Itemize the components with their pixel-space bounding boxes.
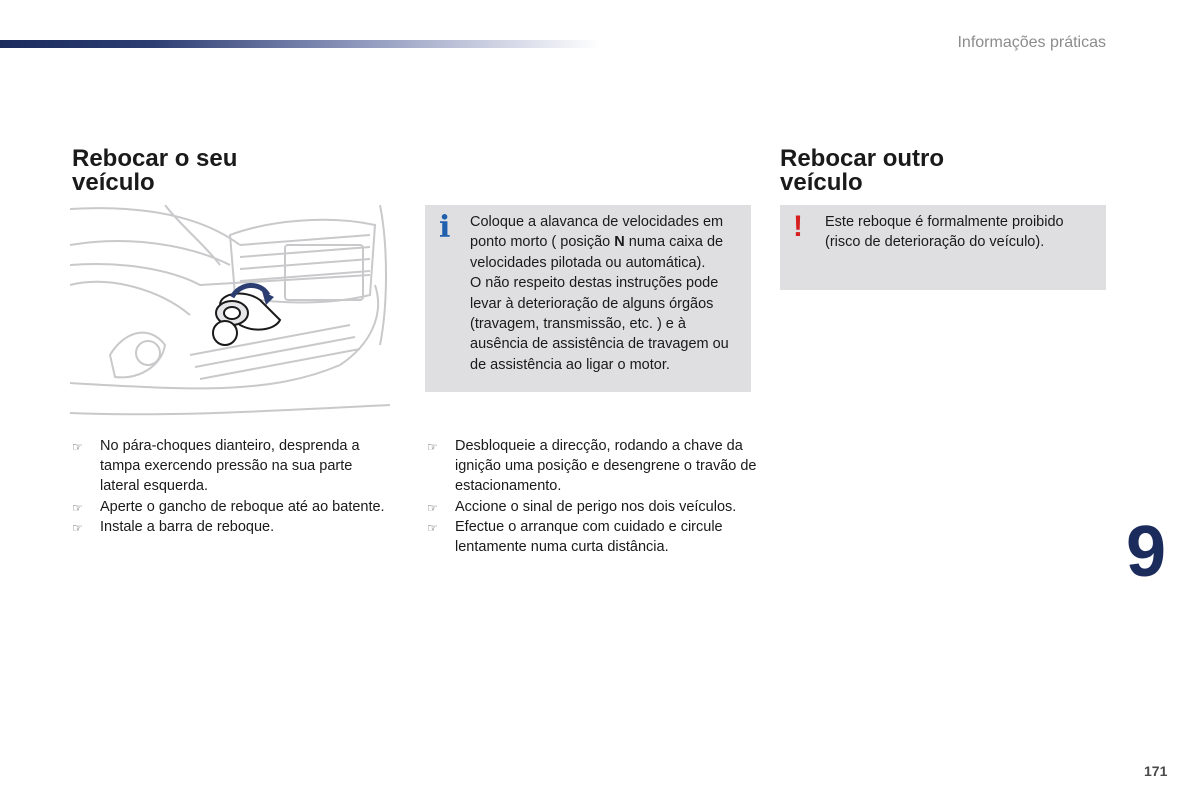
prohibition-warning-box: [780, 205, 1106, 290]
list-item: ☞ Efectue o arranque com cuidado e circule lentamente numa curta distância.: [427, 518, 723, 556]
list-item: ☞ Aperte o gancho de reboque até ao batente.: [72, 497, 392, 517]
neutral-gear-info-box: [425, 205, 751, 392]
tow-own-vehicle-title: Rebocar o seu veículo: [72, 145, 238, 196]
info-text: Coloque a alavanca de velocidades em ponto morto ( posição N numa caixa de velocidades pilotada ou automática). O não respeito destas instruções pode levar à deterioração de alguns órgãos (travagem, transmissão, etc. ) e à ausência de assistência de travagem ou de assistência ao ligar o motor.: [470, 214, 729, 373]
info-icon: i: [439, 210, 451, 245]
info-consequences: O não respeito destas instruções pode levar à deterioração de alguns órgãos (travagem, transmissão, etc. ) e à ausência de assistência de travagem ou de assistência ao ligar o motor.: [470, 275, 729, 373]
pointing-hand-icon: ☞: [72, 500, 83, 515]
header-gradient-bar: [0, 40, 600, 48]
pointing-hand-icon: ☞: [427, 520, 438, 535]
pointing-hand-icon: ☞: [72, 440, 83, 454]
towing-eye-illustration: [70, 205, 390, 417]
gear-position-n: N: [614, 234, 625, 251]
pointing-hand-icon: ☞: [427, 440, 438, 454]
chapter-number: 9: [1126, 512, 1167, 592]
exclamation-icon: !: [793, 210, 803, 243]
page-number: 171: [1144, 763, 1168, 779]
tow-own-vehicle-steps: [72, 436, 392, 537]
list-item: ☞ Instale a barra de reboque.: [72, 517, 392, 537]
list-item: ☞ Accione o sinal de perigo nos dois veículos.: [427, 497, 757, 517]
pointing-hand-icon: ☞: [72, 520, 83, 535]
warning-text: Este reboque é formalmente proibido (risco de deterioração do veículo).: [825, 214, 1064, 251]
pointing-hand-icon: ☞: [427, 500, 438, 515]
towing-procedure-steps: [427, 436, 757, 557]
list-item: ☞ Desbloqueie a direcção, rodando a chave da ignição uma posição e desengrene o travão de estacionamento.: [427, 438, 757, 495]
list-item: ☞ No pára-choques dianteiro, desprenda a tampa exercendo pressão na sua parte lateral esquerda.: [72, 438, 360, 495]
section-title: Informações práticas: [957, 34, 1106, 51]
tow-other-vehicle-title: Rebocar outro veículo: [780, 145, 945, 196]
